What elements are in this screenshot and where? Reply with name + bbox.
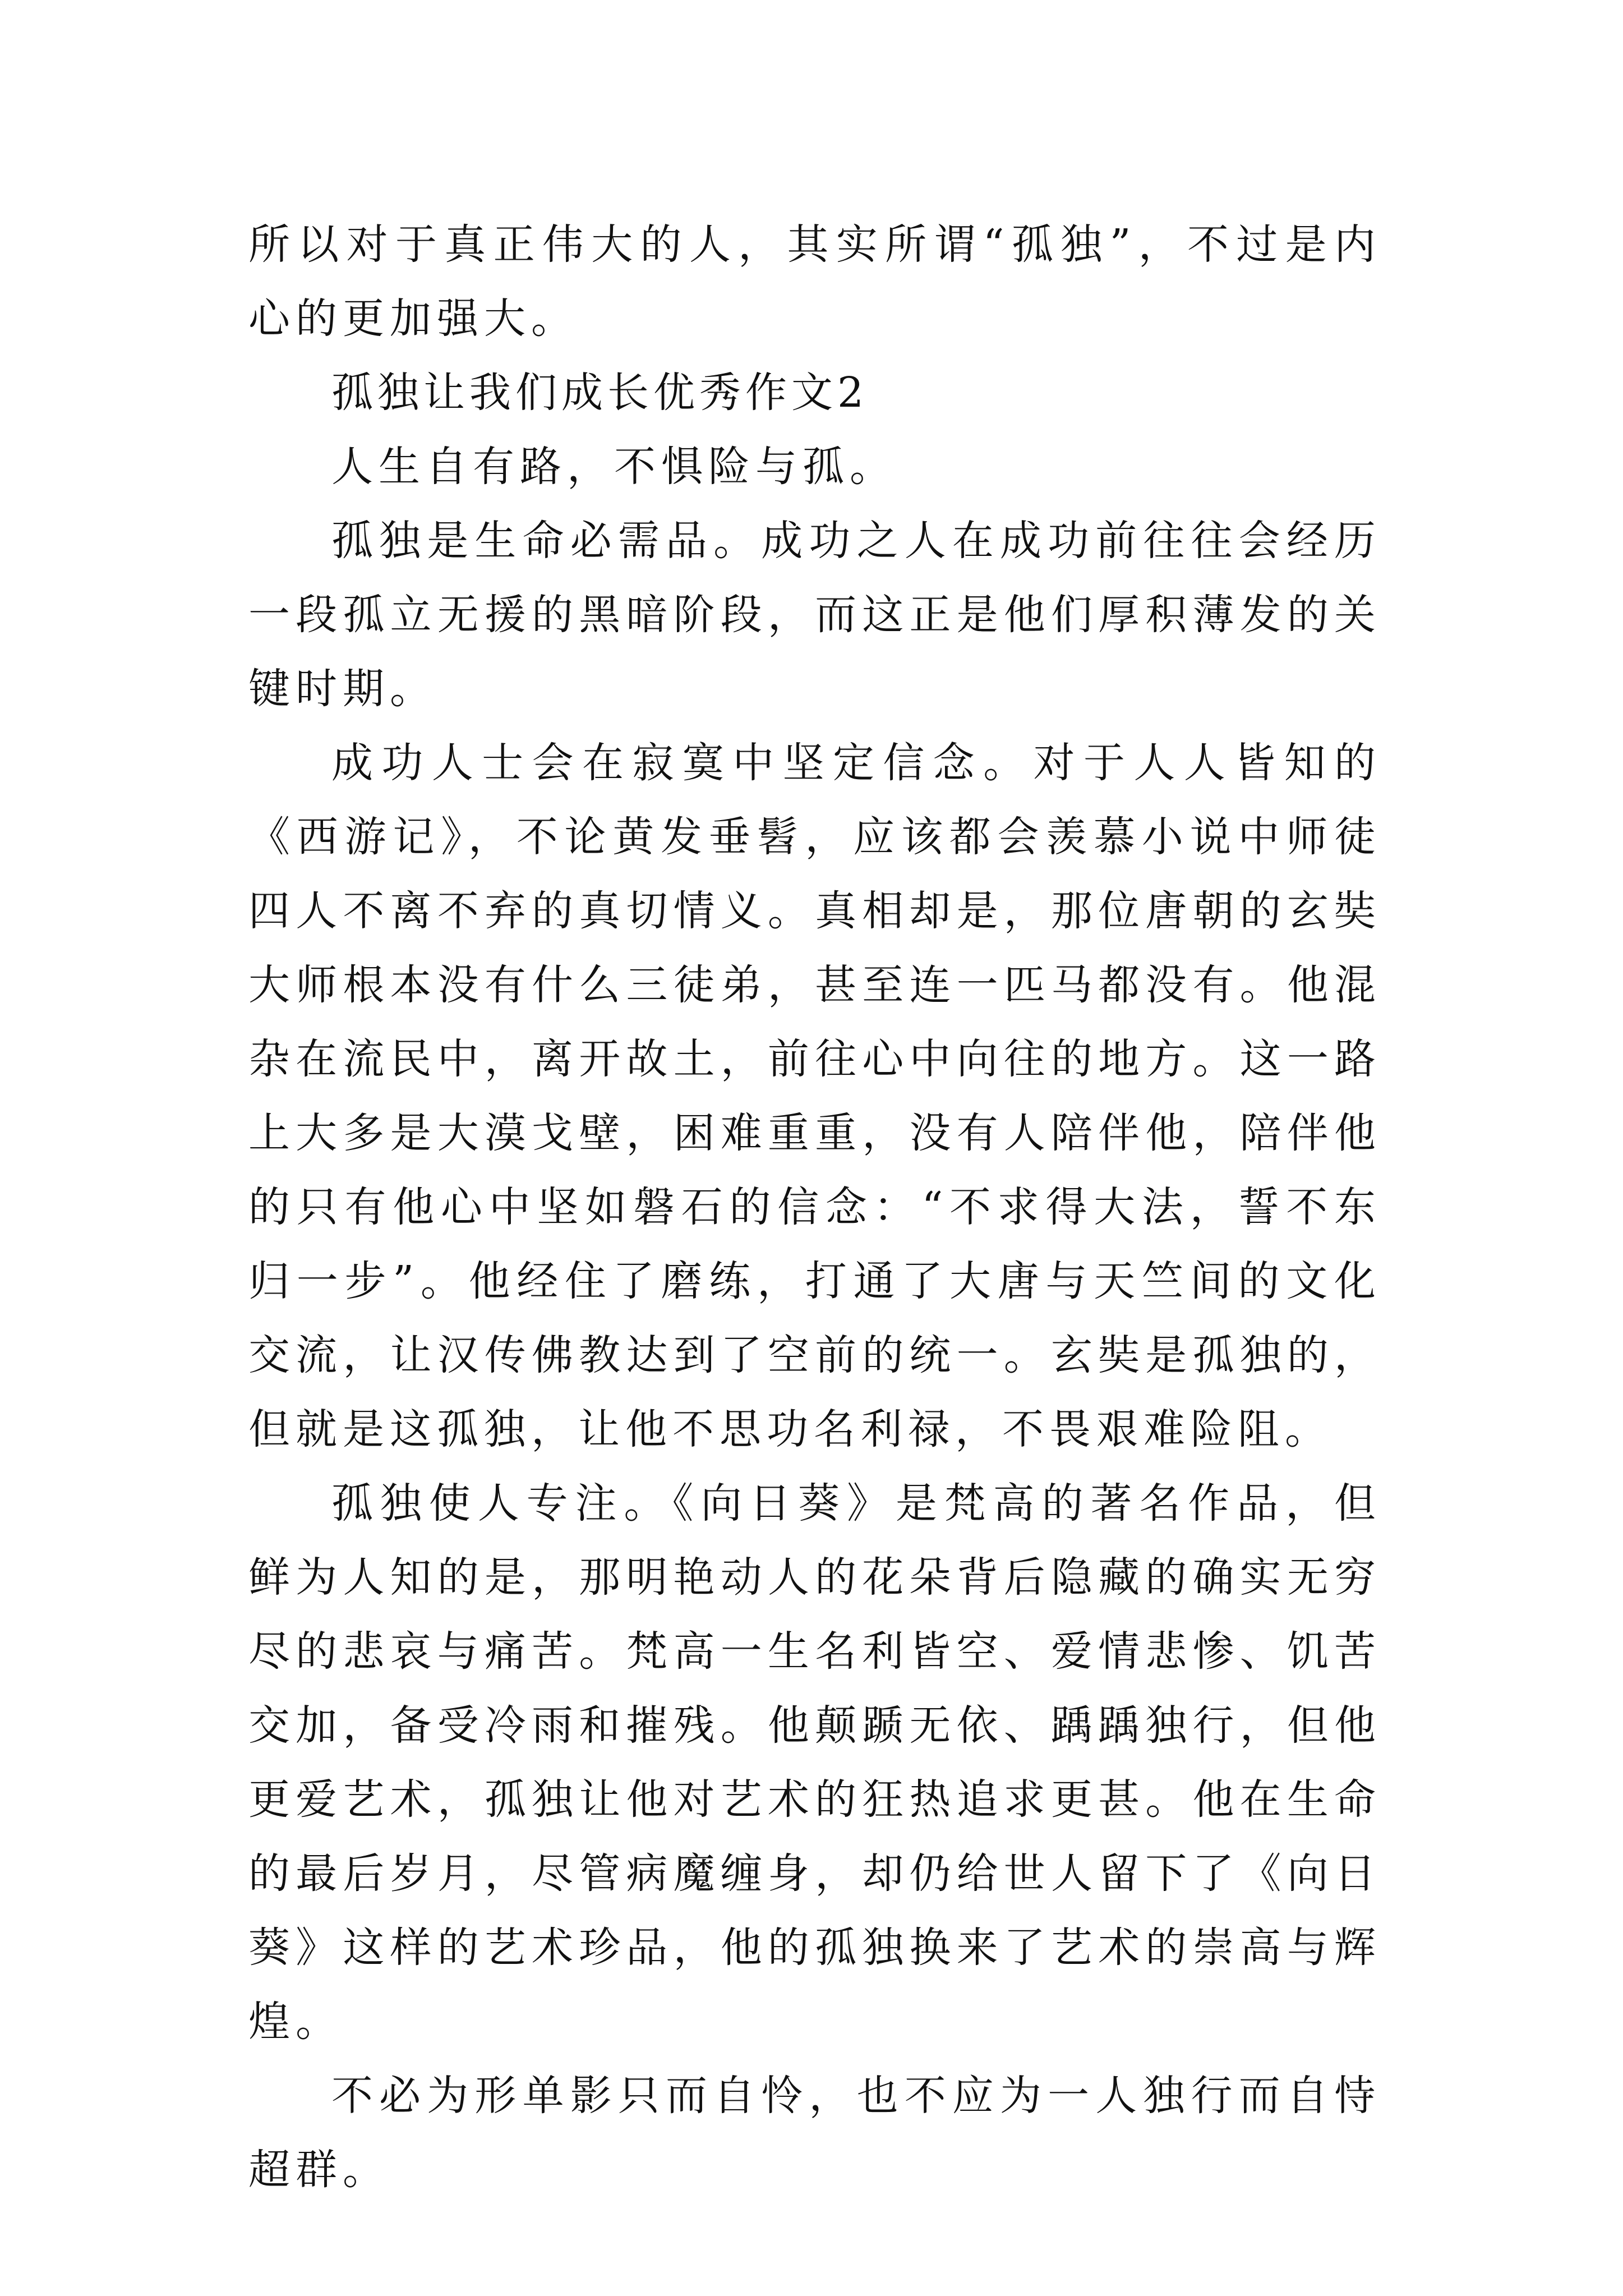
- document-body: [248, 208, 1381, 2207]
- section-heading: 孤独让我们成长优秀作文2: [331, 369, 869, 417]
- paragraph: 孤独是生命必需品。成功之人在成功前往往会经历一段孤立无援的黑暗阶段，而这正是他们厚积薄发的关键时期。: [248, 517, 1381, 713]
- paragraph: 孤独使人专注。《向日葵》是梵高的著名作品，但鲜为人知的是，那明艳动人的花朵背后隐藏的确实无穷尽的悲哀与痛苦。梵高一生名利皆空、爱情悲惨、饥苦交加，备受冷雨和摧残。他颠踬无依、踽踽独行，但他更爱艺术，孤独让他对艺术的狂热追求更甚。他在生命的最后岁月，尽管病魔缠身，却仍给世人留下了《向日葵》这样的艺术珍品，他的孤独换来了艺术的崇高与辉煌。: [248, 1479, 1381, 2046]
- paragraph: 人生自有路，不惧险与孤。: [331, 443, 897, 491]
- paragraph: 不必为形单影只而自怜，也不应为一人独行而自恃超群。: [248, 2072, 1381, 2194]
- paragraph: 成功人士会在寂寞中坚定信念。对于人人皆知的《西游记》，不论黄发垂髫，应该都会羡慕小说中师徒四人不离不弃的真切情义。真相却是，那位唐朝的玄奘大师根本没有什么三徒弟，甚至连一匹马都没有。他混杂在流民中，离开故土，前往心中向往的地方。这一路上大多是大漠戈壁，困难重重，没有人陪伴他，陪伴他的只有他心中坚如磐石的信念：“不求得大法，誓不东归一步”。他经住了磨练，打通了大唐与天竺间的文化交流，让汉传佛教达到了空前的统一。玄奘是孤独的，但就是这孤独，让他不思功名利禄，不畏艰难险阻。: [248, 739, 1381, 1453]
- paragraph: 所以对于真正伟大的人，其实所谓“孤独”，不过是内心的更加强大。: [248, 220, 1381, 343]
